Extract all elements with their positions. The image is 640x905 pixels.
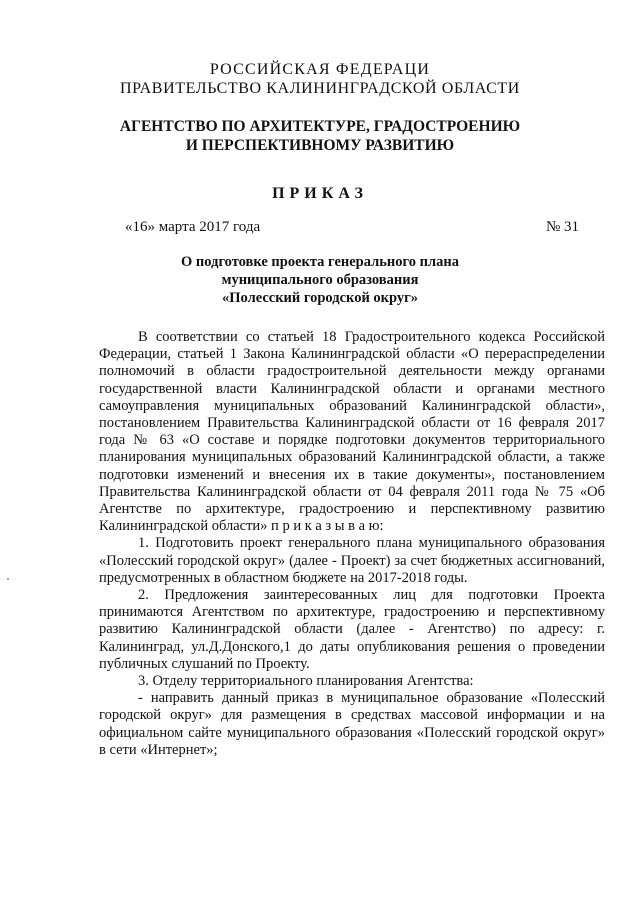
item-1-paragraph: 1. Подготовить проект генерального плана муниципального образования «Полесский городской округ» (далее - Проект) за счет бюджетных ассигнований, предусмотренных в областном бюджете на 2017-2018 годы. <box>99 535 605 586</box>
country-header: РОССИЙСКАЯ ФЕДЕРАЦИ <box>209 61 431 78</box>
item-2-paragraph: 2. Предложения заинтересованных лиц для подготовки Проекта принимаются Агентством по архитектуре, градостроению и перспективному развитию Калининградской области (далее - Агентство) по адресу: г. Калининград, ул.Д.Донского,1 до даты опубликования решения о проведении публичных слушаний по Проекту. <box>99 587 605 672</box>
item-3-subitem-paragraph: - направить данный приказ в муниципальное образование «Полесский городской округ» для размещения в средствах массовой информации и на официальном сайте муниципального образования «Полесский городской округ» в сети «Интернет»; <box>99 690 605 758</box>
order-body <box>99 329 605 759</box>
agency-name-line1: АГЕНТСТВО ПО АРХИТЕКТУРЕ, ГРАДОСТРОЕНИЮ <box>119 118 521 135</box>
subject-line2: муниципального образования <box>221 272 419 288</box>
government-header: ПРАВИТЕЛЬСТВО КАЛИНИНГРАДСКОЙ ОБЛАСТИ <box>120 80 520 97</box>
order-subject <box>0 253 640 307</box>
scan-speck <box>7 578 9 580</box>
subject-line1: О подготовке проекта генерального плана <box>181 254 459 270</box>
agency-name <box>0 117 640 155</box>
order-date: «16» марта 2017 года <box>125 219 261 235</box>
document-type-title: ПРИКАЗ <box>272 185 368 202</box>
agency-name-line2: И ПЕРСПЕКТИВНОМУ РАЗВИТИЮ <box>185 137 455 154</box>
subject-line3: «Полесский городской округ» <box>222 290 418 306</box>
order-number: № 31 <box>546 219 580 235</box>
item-3-paragraph: 3. Отделу территориального планирования Агентства: <box>138 673 474 690</box>
preamble-paragraph: В соответствии со статьей 18 Градостроительного кодекса Российской Федерации, статьей 1 Закона Калининградской области «О перераспределении полномочий в области градостроительной деятельности между органами государственной власти Калининградской области и органами местного самоуправления муниципальных образований Калининградской области», постановлением Правительства Калининградской области от 16 февраля 2017 года № 63 «О составе и порядке подготовки документов территориального планирования муниципальных образований Калининградской области, а также подготовки изменений и внесения их в такие документы», постановлением Правительства Калининградской области от 04 февраля 2011 года № 75 «Об Агентстве по архитектуре, градостроению и перспективному развитию Калининградской области» п р и к а з ы в а ю: <box>99 329 605 535</box>
